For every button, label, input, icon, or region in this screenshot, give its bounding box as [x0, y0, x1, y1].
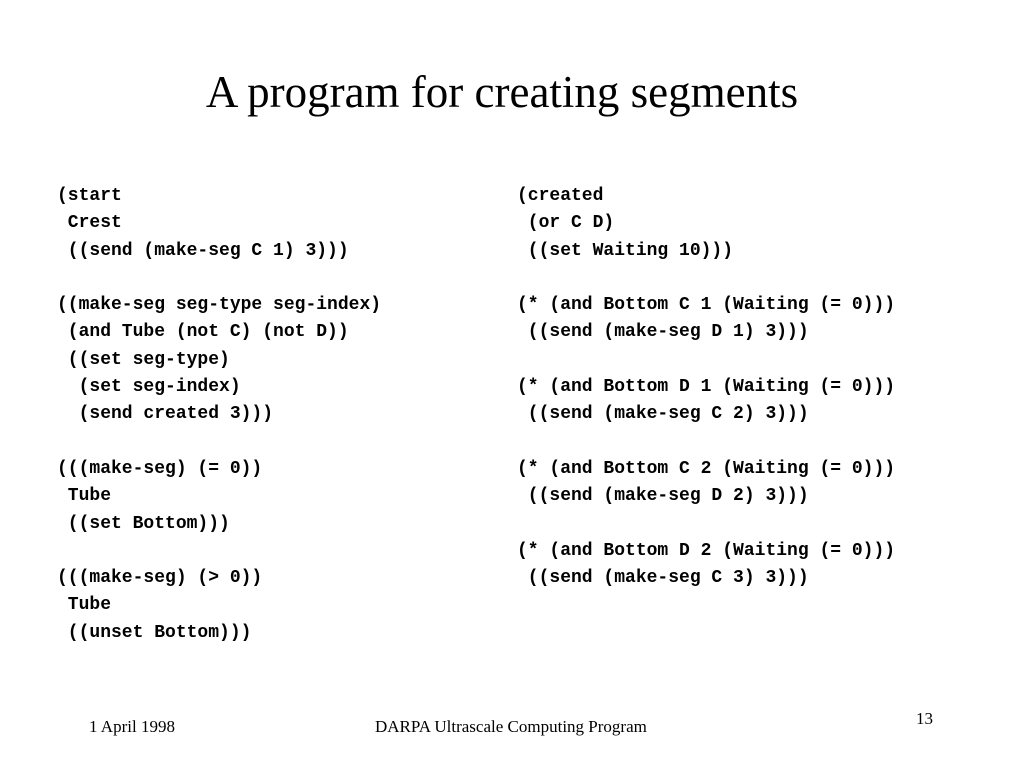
- code-line: ((set Waiting 10))): [517, 240, 734, 261]
- code-line: [517, 429, 895, 456]
- code-line: [57, 429, 381, 456]
- code-line: ((set seg-type): [57, 349, 230, 370]
- code-line: (start: [57, 186, 122, 206]
- code-line: (created: [517, 186, 604, 206]
- code-line: ((send (make-seg C 2) 3))): [517, 404, 809, 425]
- code-line: (* (and Bottom D 1 (Waiting (= 0))): [517, 377, 896, 398]
- code-line: ((make-seg seg-type seg-index): [57, 295, 382, 316]
- code-listing-left: [57, 183, 381, 647]
- code-line: ((send (make-seg C 1) 3))): [57, 240, 349, 261]
- code-line: [517, 347, 895, 374]
- code-line: ((send (make-seg C 3) 3))): [517, 568, 809, 589]
- code-line: (* (and Bottom D 2 (Waiting (= 0))): [517, 540, 896, 561]
- code-line: (((make-seg) (> 0)): [57, 568, 263, 589]
- footer-program-name: DARPA Ultrascale Computing Program: [375, 717, 647, 736]
- code-line: ((unset Bottom))): [57, 622, 252, 643]
- code-line: Tube: [57, 486, 112, 507]
- slide-title: A program for creating segments: [205, 67, 799, 117]
- code-line: [517, 265, 895, 292]
- code-line: ((send (make-seg D 1) 3))): [517, 322, 809, 343]
- code-line: (or C D): [517, 213, 615, 234]
- code-line: ((send (make-seg D 2) 3))): [517, 486, 809, 507]
- page-number: 13: [916, 709, 933, 728]
- code-listing-right: [517, 183, 895, 592]
- code-line: Crest: [57, 213, 122, 234]
- code-line: ((set Bottom))): [57, 513, 230, 534]
- code-line: [517, 511, 895, 538]
- footer-date: 1 April 1998: [89, 717, 175, 736]
- code-line: [57, 538, 381, 565]
- code-line: [57, 265, 381, 292]
- code-line: Tube: [57, 595, 112, 616]
- code-line: (send created 3))): [57, 404, 274, 425]
- code-line: (and Tube (not C) (not D)): [57, 322, 349, 343]
- code-line: (* (and Bottom C 1 (Waiting (= 0))): [517, 295, 896, 316]
- code-line: (set seg-index): [57, 377, 241, 398]
- code-line: (* (and Bottom C 2 (Waiting (= 0))): [517, 458, 896, 479]
- code-line: (((make-seg) (= 0)): [57, 458, 263, 479]
